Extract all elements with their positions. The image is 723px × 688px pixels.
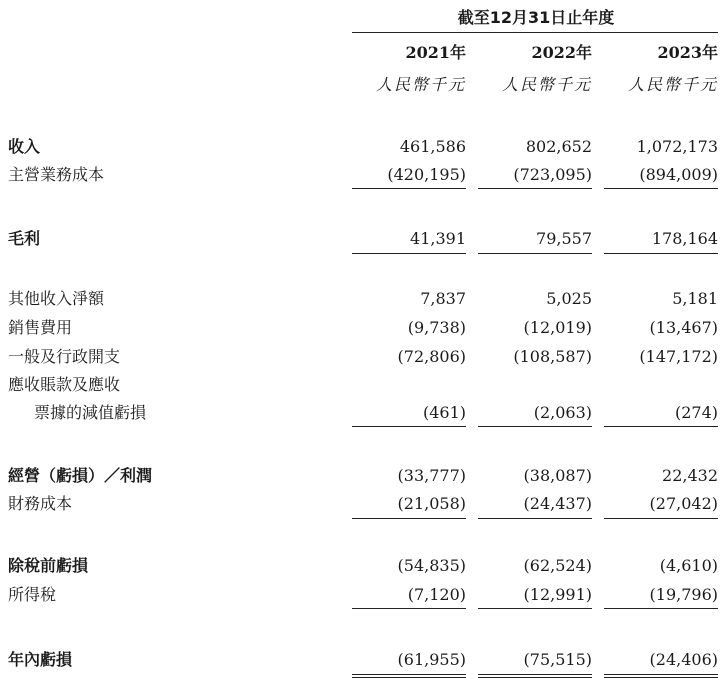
loss-for-year-2022: (75,515) <box>523 650 592 669</box>
operating-result-2022: (38,087) <box>523 466 592 485</box>
cost-of-sales-2023: (894,009) <box>639 165 718 184</box>
row-label-revenue: 收入 <box>8 137 41 156</box>
row-label-other-income: 其他收入淨額 <box>8 289 105 308</box>
admin-expenses-2021: (72,806) <box>397 347 466 366</box>
finance-costs-2023: (27,042) <box>649 494 718 513</box>
subtotal-rule <box>604 426 718 427</box>
row-label-loss-for-year: 年內虧損 <box>8 650 73 669</box>
subtotal-rule <box>352 518 466 519</box>
impairment-2022: (2,063) <box>533 403 592 422</box>
subtotal-rule <box>604 608 718 609</box>
year-2022-header: 2022年 <box>531 43 592 62</box>
subtotal-rule <box>604 188 718 189</box>
row-label-loss-before-tax: 除稅前虧損 <box>8 556 89 575</box>
subtotal-rule <box>604 518 718 519</box>
row-label-cost-of-sales: 主營業務成本 <box>8 165 105 184</box>
subtotal-rule <box>478 253 592 254</box>
row-label-operating-result: 經營（虧損）／利潤 <box>8 466 153 485</box>
operating-result-2023: 22,432 <box>662 466 718 485</box>
row-label-impairment-line2: 票據的減值虧損 <box>34 403 147 422</box>
subtotal-rule <box>478 608 592 609</box>
loss-before-tax-2023: (4,610) <box>659 556 718 575</box>
year-2023-header: 2023年 <box>657 43 718 62</box>
revenue-2021: 461,586 <box>399 137 466 156</box>
cost-of-sales-2022: (723,095) <box>513 165 592 184</box>
period-rule <box>352 32 718 33</box>
row-label-impairment-line1: 應收賬款及應收 <box>8 375 121 394</box>
unit-label-2022: 人民幣千元 <box>501 75 592 94</box>
loss-before-tax-2021: (54,835) <box>397 556 466 575</box>
total-rule <box>352 674 466 675</box>
income-tax-2023: (19,796) <box>649 585 718 604</box>
income-tax-2022: (12,991) <box>523 585 592 604</box>
loss-for-year-2021: (61,955) <box>397 650 466 669</box>
subtotal-rule <box>478 518 592 519</box>
impairment-2021: (461) <box>422 403 466 422</box>
subtotal-rule <box>352 608 466 609</box>
selling-expenses-2022: (12,019) <box>523 318 592 337</box>
total-rule <box>478 677 592 678</box>
row-label-gross-profit: 毛利 <box>8 229 41 248</box>
unit-label-2023: 人民幣千元 <box>627 75 718 94</box>
impairment-2023: (274) <box>674 403 718 422</box>
row-label-finance-costs: 財務成本 <box>8 494 73 513</box>
selling-expenses-2023: (13,467) <box>649 318 718 337</box>
revenue-2022: 802,652 <box>525 137 592 156</box>
revenue-2023: 1,072,173 <box>636 137 718 156</box>
period-heading: 截至12月31日止年度 <box>457 8 615 27</box>
subtotal-rule <box>604 253 718 254</box>
row-label-selling-expenses: 銷售費用 <box>8 318 73 337</box>
gross-profit-2023: 178,164 <box>651 229 718 248</box>
total-rule <box>604 677 718 678</box>
loss-for-year-2023: (24,406) <box>649 650 718 669</box>
gross-profit-2021: 41,391 <box>410 229 466 248</box>
row-label-income-tax: 所得稅 <box>8 585 57 604</box>
admin-expenses-2023: (147,172) <box>639 347 718 366</box>
unit-label-2021: 人民幣千元 <box>375 75 466 94</box>
subtotal-rule <box>478 188 592 189</box>
row-label-admin-expenses: 一般及行政開支 <box>8 347 121 366</box>
subtotal-rule <box>352 188 466 189</box>
income-tax-2021: (7,120) <box>407 585 466 604</box>
loss-before-tax-2022: (62,524) <box>523 556 592 575</box>
finance-costs-2021: (21,058) <box>397 494 466 513</box>
other-income-2023: 5,181 <box>672 289 718 308</box>
cost-of-sales-2021: (420,195) <box>387 165 466 184</box>
total-rule <box>478 674 592 675</box>
other-income-2022: 5,025 <box>546 289 592 308</box>
subtotal-rule <box>352 253 466 254</box>
operating-result-2021: (33,777) <box>397 466 466 485</box>
admin-expenses-2022: (108,587) <box>513 347 592 366</box>
gross-profit-2022: 79,557 <box>536 229 592 248</box>
year-2021-header: 2021年 <box>405 43 466 62</box>
subtotal-rule <box>352 426 466 427</box>
selling-expenses-2021: (9,738) <box>407 318 466 337</box>
other-income-2021: 7,837 <box>420 289 466 308</box>
total-rule <box>604 674 718 675</box>
total-rule <box>352 677 466 678</box>
finance-costs-2022: (24,437) <box>523 494 592 513</box>
subtotal-rule <box>478 426 592 427</box>
